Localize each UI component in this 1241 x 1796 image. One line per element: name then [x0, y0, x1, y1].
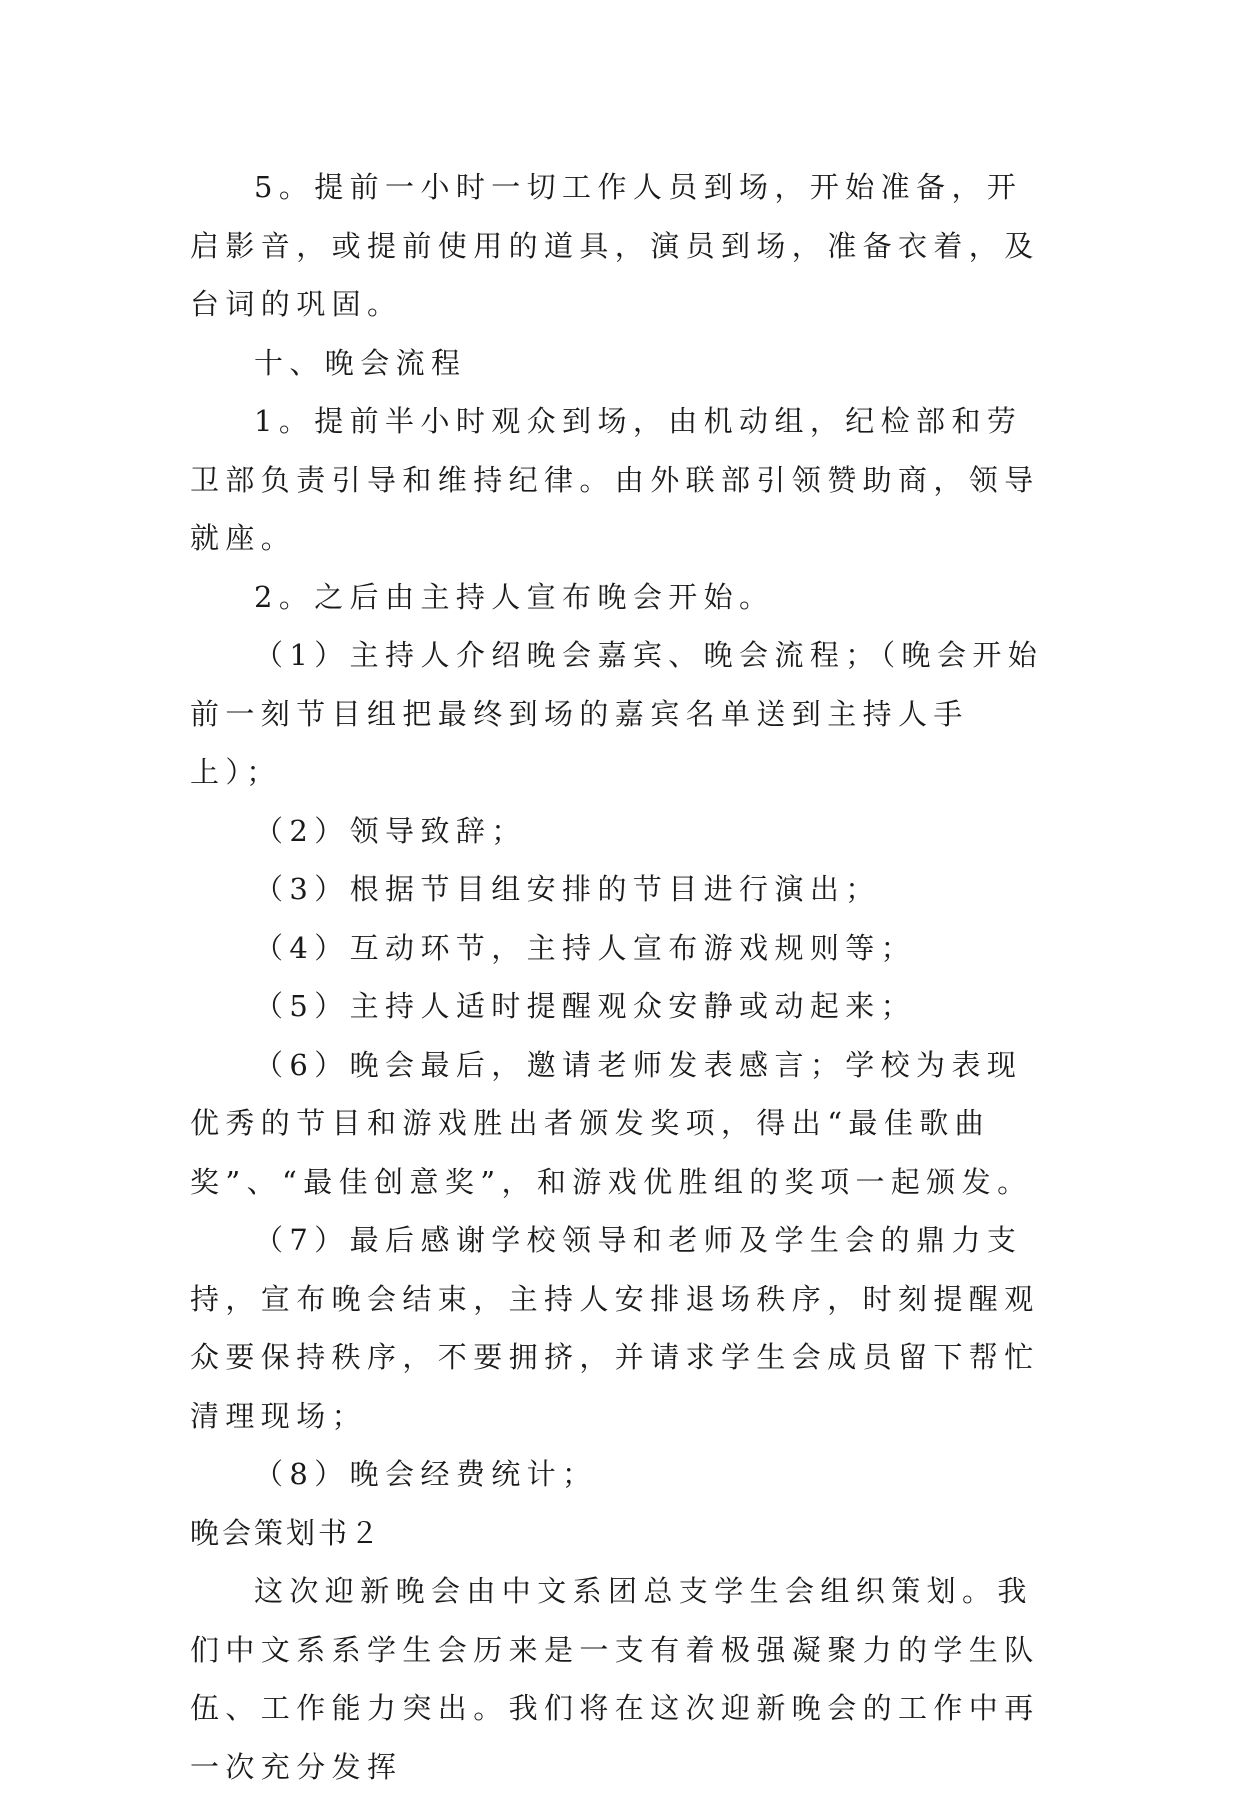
list-item-1: （1）主持人介绍晚会嘉宾、晚会流程；（晚会开始前一刻节目组把最终到场的嘉宾名单送到主持人手上）；: [190, 638, 1044, 789]
list-item-6: （6）晚会最后，邀请老师发表感言；学校为表现优秀的节目和游戏胜出者颁发奖项，得出“最佳歌曲奖”、“最佳创意奖”，和游戏优胜组的奖项一起颁发。: [190, 1047, 1033, 1199]
paragraph-step-5: 5。提前一小时一切工作人员到场，开始准备，开启影音，或提前使用的道具，演员到场，准备衣着，及台词的巩固。: [190, 170, 1040, 321]
paragraph-intro: 这次迎新晚会由中文系团总支学生会组织策划。我们中文系系学生会历来是一支有着极强凝聚力的学生队伍、工作能力突出。我们将在这次迎新晚会的工作中再一次充分发挥: [190, 1574, 1040, 1784]
document-title-plan-2: 晚会策划书２: [190, 1515, 383, 1550]
list-item-3: （3）根据节目组安排的节目进行演出；: [254, 872, 881, 906]
list-item-5: （5）主持人适时提醒观众安静或动起来；: [254, 989, 917, 1023]
section-heading-evening-process: 十、晚会流程: [254, 345, 467, 380]
paragraph-step-2: 2。之后由主持人宣布晚会开始。: [254, 579, 775, 614]
document-body: [190, 158, 1055, 1796]
list-item-7: （7）最后感谢学校领导和老师及学生会的鼎力支持，宣布晚会结束，主持人安排退场秩序，时刻提醒观众要保持秩序，不要拥挤，并请求学生会成员留下帮忙清理现场；: [190, 1223, 1040, 1433]
list-item-2: （2）领导致辞；: [254, 813, 527, 848]
list-item-4: （4）互动环节，主持人宣布游戏规则等；: [254, 930, 917, 965]
list-item-8: （8）晚会经费统计；: [254, 1457, 598, 1491]
paragraph-step-1: 1。提前半小时观众到场，由机动组，纪检部和劳卫部负责引导和维持纪律。由外联部引领赞助商，领导就座。: [190, 404, 1040, 555]
